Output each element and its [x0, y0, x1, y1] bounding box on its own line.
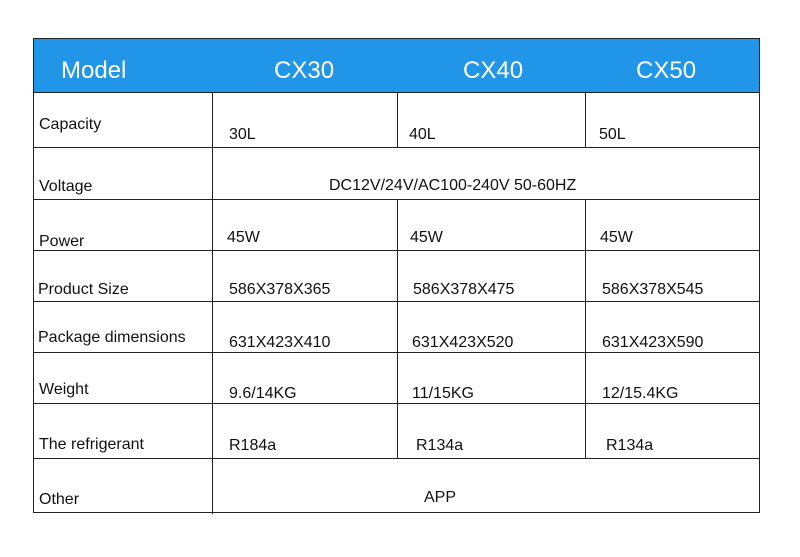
row-label: The refrigerant — [39, 436, 144, 453]
cell-cx40: R134a — [416, 437, 464, 454]
cell-merged: APP — [424, 489, 457, 506]
table-header — [34, 39, 759, 93]
table-row-capacity — [34, 93, 759, 148]
table-row-power — [34, 200, 759, 251]
cell-cx40: 631X423X520 — [412, 334, 514, 351]
cell-cx50: 50L — [599, 126, 626, 143]
table-row-voltage — [34, 148, 759, 200]
header-model: Model — [61, 57, 127, 84]
cell-merged: DC12V/24V/AC100-240V 50-60HZ — [329, 177, 577, 194]
cell-cx30: 30L — [229, 126, 256, 143]
row-label: Capacity — [39, 116, 102, 133]
cell-cx30: 45W — [227, 229, 260, 246]
table-row-package-dimensions — [34, 302, 759, 353]
cell-cx50: 45W — [600, 229, 633, 246]
cell-cx40: 45W — [410, 229, 443, 246]
cell-cx30: R184a — [229, 437, 277, 454]
cell-cx30: 9.6/14KG — [229, 385, 297, 402]
header-cx50: CX50 — [636, 57, 697, 84]
cell-cx40: 586X378X475 — [413, 281, 515, 298]
spec-table — [33, 38, 760, 513]
cell-cx50: 586X378X545 — [602, 281, 704, 298]
table-row-other — [34, 459, 759, 514]
header-cx40: CX40 — [463, 57, 524, 84]
cell-cx40: 40L — [409, 126, 436, 143]
row-label: Package dimensions — [38, 329, 186, 346]
cell-cx50: 12/15.4KG — [602, 385, 679, 402]
table-row-weight — [34, 353, 759, 404]
row-label: Power — [39, 233, 85, 250]
cell-cx50: R134a — [606, 437, 654, 454]
row-label: Other — [39, 491, 80, 508]
row-label: Product Size — [38, 281, 129, 298]
cell-cx40: 11/15KG — [412, 385, 474, 402]
table-row-product-size — [34, 251, 759, 302]
cell-cx30: 586X378X365 — [229, 281, 331, 298]
row-label: Weight — [39, 381, 89, 398]
cell-cx30: 631X423X410 — [229, 334, 331, 351]
cell-cx50: 631X423X590 — [602, 334, 704, 351]
header-cx30: CX30 — [274, 57, 335, 84]
table-row-refrigerant — [34, 404, 759, 459]
row-label: Voltage — [39, 178, 93, 195]
